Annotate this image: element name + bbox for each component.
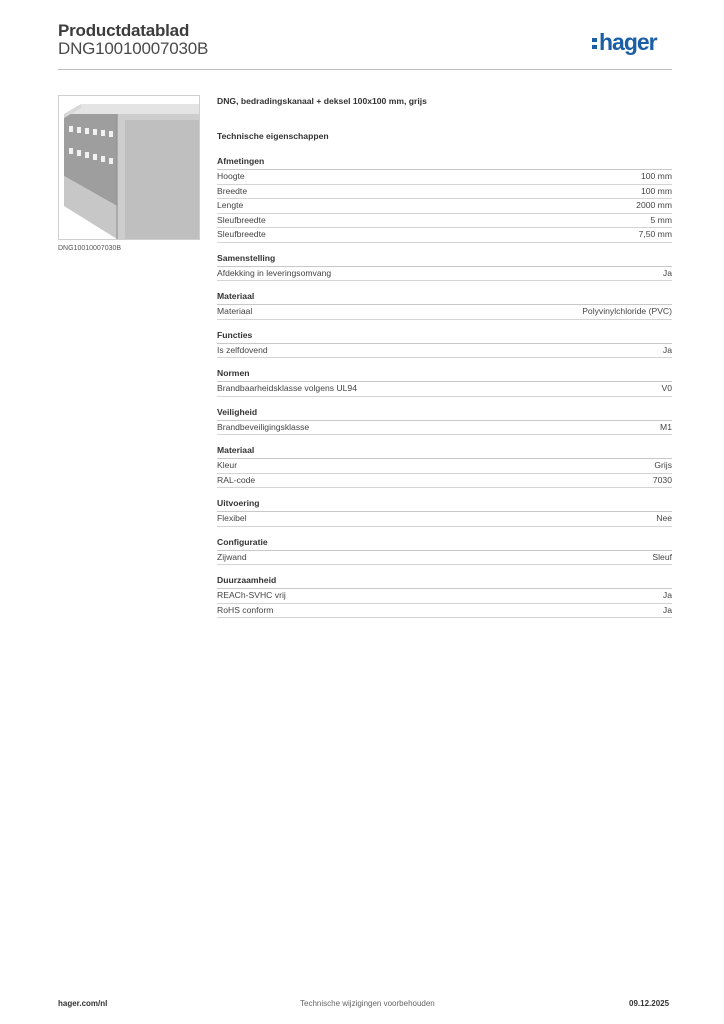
- spec-row: [217, 382, 672, 397]
- section-heading: Uitvoering: [217, 498, 672, 512]
- spec-row: [217, 459, 672, 474]
- section-heading: Afmetingen: [217, 156, 672, 170]
- section-heading: Materiaal: [217, 291, 672, 305]
- section-heading: Samenstelling: [217, 253, 672, 267]
- spec-value: M1: [660, 421, 672, 432]
- spec-label: Brandbeveiligingsklasse: [217, 421, 310, 432]
- header-divider: [58, 69, 672, 70]
- spec-label: Lengte: [217, 200, 244, 210]
- spec-value: V0: [661, 383, 672, 393]
- section-heading: Configuratie: [217, 537, 672, 551]
- footer-note: Technische wijzigingen voorbehouden: [300, 999, 435, 1008]
- spec-row: [217, 170, 672, 185]
- spec-section: [217, 291, 672, 320]
- section-heading: Normen: [217, 368, 672, 382]
- spec-section: [217, 498, 672, 527]
- section-heading: Duurzaamheid: [217, 575, 672, 589]
- spec-row: [217, 344, 672, 359]
- spec-value: Sleuf: [652, 551, 672, 562]
- spec-row: [217, 228, 672, 243]
- spec-section: [217, 537, 672, 566]
- product-title: DNG, bedradingskanaal + deksel 100x100 mm, grijs: [217, 96, 427, 106]
- spec-value: Grijs: [654, 460, 672, 470]
- spec-row: [217, 214, 672, 229]
- spec-label: Afdekking in leveringsomvang: [217, 267, 332, 278]
- spec-value: 100 mm: [640, 185, 672, 196]
- spec-row: [217, 512, 672, 527]
- spec-row: [217, 421, 672, 436]
- spec-label: Flexibel: [217, 513, 247, 523]
- spec-value: Ja: [662, 604, 672, 615]
- spec-value: Nee: [656, 513, 672, 523]
- spec-value: Ja: [662, 267, 672, 278]
- footer-date: 09.12.2025: [629, 999, 670, 1008]
- spec-row: [217, 551, 672, 566]
- section-heading: Functies: [217, 330, 672, 344]
- spec-section: [217, 407, 672, 436]
- spec-row: [217, 199, 672, 214]
- spec-label: Hoogte: [217, 171, 245, 181]
- tech-properties-title: Technische eigenschappen: [217, 131, 329, 141]
- spec-row: [217, 267, 672, 282]
- spec-label: Is zelfdovend: [217, 344, 268, 355]
- spec-section: [217, 368, 672, 397]
- spec-label: Materiaal: [217, 306, 253, 316]
- spec-label: RoHS conform: [217, 604, 274, 615]
- page-title: Productdatablad: [58, 21, 190, 40]
- spec-row: [217, 305, 672, 320]
- spec-value: 100 mm: [640, 171, 672, 181]
- spec-label: Sleufbreedte: [217, 214, 266, 225]
- spec-value: 7,50 mm: [638, 229, 672, 239]
- spec-value: Ja: [662, 590, 672, 600]
- spec-label: REACh-SVHC vrij: [217, 590, 286, 600]
- spec-section: [217, 575, 672, 618]
- spec-label: Brandbaarheidsklasse volgens UL94: [217, 383, 357, 393]
- product-code: DNG10010007030B: [58, 39, 209, 58]
- spec-section: [217, 330, 672, 359]
- spec-row: [217, 185, 672, 200]
- spec-value: 5 mm: [650, 214, 672, 225]
- spec-section: [217, 253, 672, 282]
- spec-row: [217, 474, 672, 489]
- spec-value: 2000 mm: [636, 200, 672, 210]
- spec-section: [217, 156, 672, 243]
- spec-value: Polyvinylchloride (PVC): [582, 306, 672, 316]
- spec-row: [217, 604, 672, 619]
- logo-dots-icon: [592, 29, 597, 56]
- spec-label: Zijwand: [217, 551, 247, 562]
- spec-sections: [217, 156, 672, 618]
- spec-value: Ja: [662, 344, 672, 355]
- spec-content: [217, 96, 672, 618]
- spec-label: Breedte: [217, 185, 248, 196]
- spec-value: 7030: [652, 474, 672, 485]
- spec-label: Sleufbreedte: [217, 229, 266, 239]
- image-caption: DNG10010007030B: [58, 245, 122, 252]
- spec-label: Kleur: [217, 460, 238, 470]
- hager-logo: [592, 29, 657, 56]
- spec-section: [217, 445, 672, 488]
- product-image: [58, 95, 200, 240]
- section-heading: Veiligheid: [217, 407, 672, 421]
- section-heading: Materiaal: [217, 445, 672, 459]
- spec-row: [217, 589, 672, 604]
- footer-url: hager.com/nl: [58, 999, 108, 1008]
- spec-label: RAL-code: [217, 474, 256, 485]
- logo-text: hager: [599, 29, 657, 55]
